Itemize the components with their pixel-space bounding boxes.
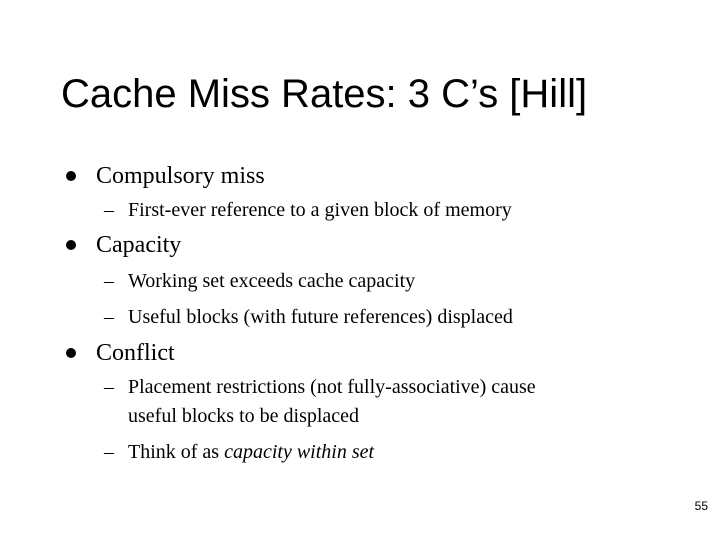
bullet-dot-icon xyxy=(66,240,76,250)
dash-icon: – xyxy=(104,270,114,292)
slide-title: Cache Miss Rates: 3 C’s [Hill] xyxy=(61,72,588,116)
sub-bullet-conflict-1-cont: useful blocks to be displaced xyxy=(128,405,360,427)
dash-icon: – xyxy=(104,199,114,221)
sub-bullet-conflict-2-text: Think of as xyxy=(128,441,225,463)
bullet-dot-icon xyxy=(66,171,76,181)
sub-bullet-compulsory-1: First-ever reference to a given block of memory xyxy=(128,199,512,221)
sub-bullet-conflict-2-emphasis: capacity within set xyxy=(224,441,375,463)
sub-bullet-conflict-2 xyxy=(128,438,374,466)
dash-icon: – xyxy=(104,306,114,328)
dash-icon: – xyxy=(104,376,114,398)
sub-bullet-capacity-2: Useful blocks (with future references) displaced xyxy=(128,306,513,328)
dash-icon: – xyxy=(104,441,114,463)
bullet-capacity: Capacity xyxy=(96,232,182,258)
page-number: 55 xyxy=(694,499,708,513)
bullet-dot-icon xyxy=(66,348,76,358)
bullet-conflict: Conflict xyxy=(96,340,175,366)
sub-bullet-conflict-1: Placement restrictions (not fully-associative) cause xyxy=(128,376,536,398)
bullet-compulsory: Compulsory miss xyxy=(96,163,265,189)
sub-bullet-capacity-1: Working set exceeds cache capacity xyxy=(128,270,416,292)
